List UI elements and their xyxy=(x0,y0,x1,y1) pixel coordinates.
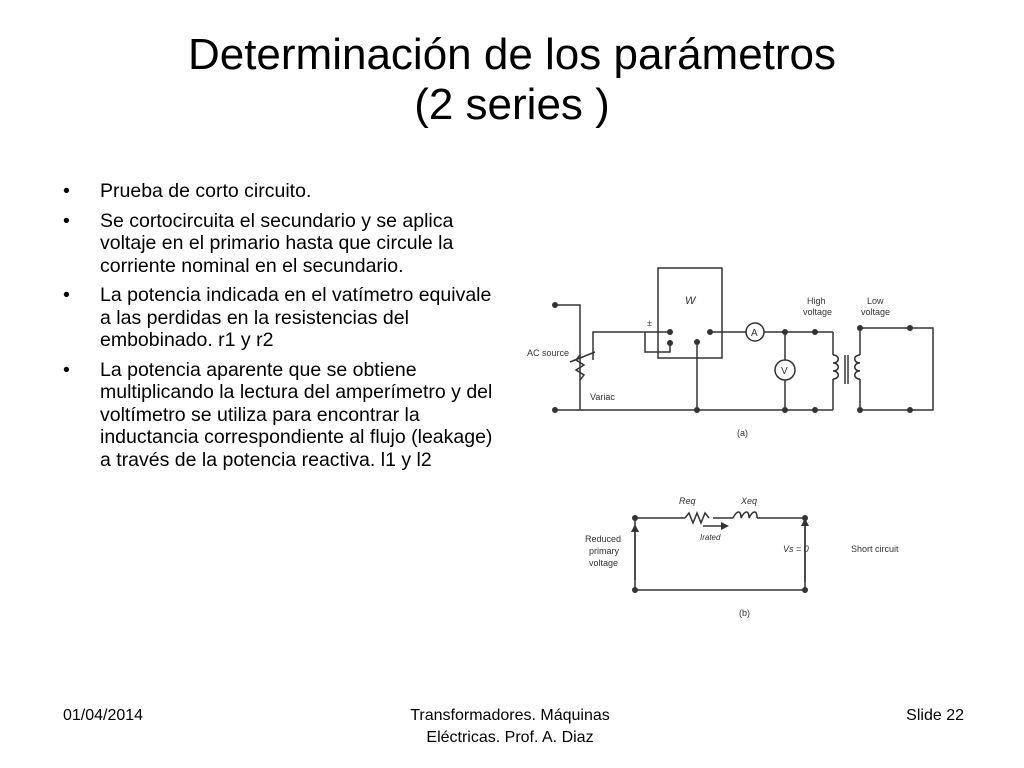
terminal-dot xyxy=(552,407,558,413)
reduced-voltage-label: primary xyxy=(589,546,620,556)
high-voltage-label: voltage xyxy=(803,307,833,317)
polarity-label: ± xyxy=(647,318,652,328)
footer-course-line-1: Transformadores. Máquinas xyxy=(410,707,610,724)
caption-b: (b) xyxy=(739,608,750,618)
terminal-dot xyxy=(907,407,913,413)
terminal-dot xyxy=(857,325,863,331)
vs-label: Vs = 0 xyxy=(783,544,809,554)
bullet-list xyxy=(58,180,500,478)
voltmeter-label: V xyxy=(781,366,788,377)
footer-course xyxy=(380,705,640,749)
irated-label: Irated xyxy=(700,533,721,542)
terminal-dot xyxy=(694,339,700,345)
bullet-item: • La potencia aparente que se obtiene multiplicando la lectura del amperímetro y del voltímetro se utiliza para encontrar la inductancia correspondiente al flujo (leakage) a través de la potencia reactiva. l1 y l2 xyxy=(58,359,500,472)
ac-source-label: AC source xyxy=(527,348,570,358)
reduced-voltage-label: Reduced xyxy=(585,534,622,544)
core-lines xyxy=(845,355,848,384)
ammeter-label: A xyxy=(751,328,758,339)
variac-label: Variac xyxy=(590,392,615,402)
short-circuit-label: Short circuit xyxy=(851,544,899,554)
bullet-item: • Prueba de corto circuito. xyxy=(58,180,500,203)
hv-winding xyxy=(833,355,838,379)
variac-wire xyxy=(593,332,645,360)
slide-number: Slide 22 xyxy=(906,707,964,724)
terminal-dot xyxy=(907,325,913,331)
lv-short-loop xyxy=(860,328,933,410)
terminal-dot xyxy=(667,329,673,335)
req-resistor xyxy=(685,513,709,523)
circuit-diagrams xyxy=(515,260,955,630)
short-arrowhead xyxy=(801,518,809,526)
terminal-dot xyxy=(552,302,558,308)
terminal-dot xyxy=(632,515,638,521)
slide-title xyxy=(60,30,964,130)
terminal-dot xyxy=(812,407,818,413)
terminal-dot xyxy=(857,407,863,413)
xeq-label: Xeq xyxy=(741,496,758,506)
slide-title-line-1: Determinación de los parámetros xyxy=(187,30,837,79)
current-arrowhead xyxy=(721,522,729,530)
terminal-dot xyxy=(667,340,673,346)
bullet-item: • La potencia indicada en el vatímetro equivale a las perdidas en la resistencias del embobinado. r1 y r2 xyxy=(58,284,500,352)
low-voltage-label: voltage xyxy=(861,307,891,317)
terminal-dot xyxy=(632,587,638,593)
primary-arrowhead xyxy=(631,524,639,532)
caption-a: (a) xyxy=(737,428,748,438)
slide-title-line-2: (2 series ) xyxy=(414,80,610,129)
xeq-inductor xyxy=(733,512,757,518)
footer-course-line-2: Eléctricas. Prof. A. Diaz xyxy=(426,729,594,746)
req-label: Req xyxy=(679,496,696,506)
footer-date: 01/04/2014 xyxy=(63,707,144,724)
circuit-figure xyxy=(515,260,955,630)
terminal-dot xyxy=(782,407,788,413)
lv-winding xyxy=(855,355,860,379)
terminal-dot xyxy=(812,329,818,335)
high-voltage-label: High xyxy=(807,296,826,306)
low-voltage-label: Low xyxy=(867,296,884,306)
bullet-item: • Se cortocircuita el secundario y se aplica voltaje en el primario hasta que circule la corriente nominal en el secundario. xyxy=(58,210,500,278)
terminal-dot xyxy=(782,329,788,335)
wattmeter-label: W xyxy=(685,295,696,307)
reduced-voltage-label: voltage xyxy=(589,558,619,568)
terminal-dot xyxy=(802,587,808,593)
variac-arrow xyxy=(570,352,595,362)
terminal-dot xyxy=(707,329,713,335)
terminal-dot xyxy=(694,407,700,413)
series-return-wire xyxy=(635,518,805,590)
